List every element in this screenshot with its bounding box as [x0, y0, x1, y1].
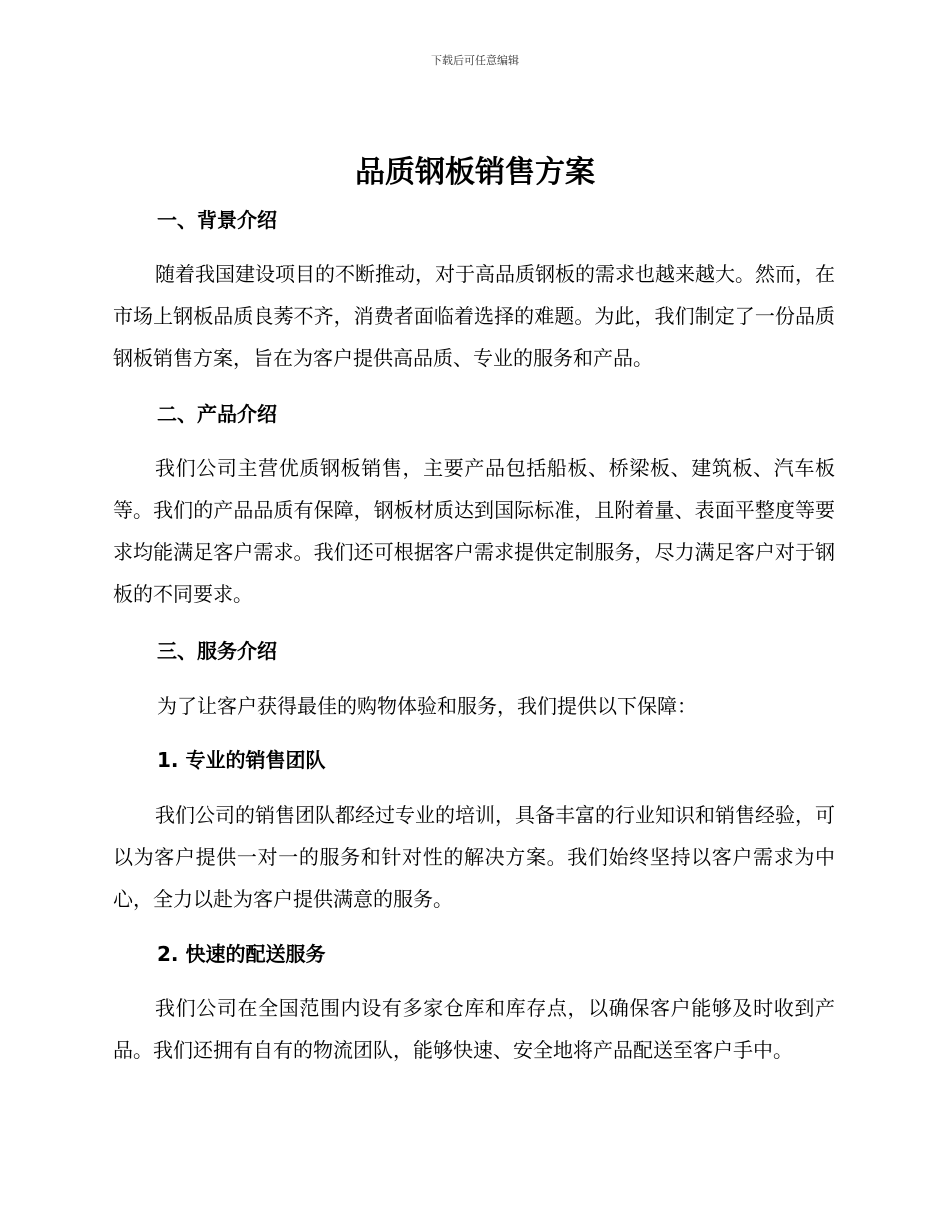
section-heading-products: 二、产品介绍 — [157, 402, 277, 426]
section-heading-background: 一、背景介绍 — [157, 208, 277, 232]
paragraph-delivery: 我们公司在全国范围内设有多家仓库和库存点，以确保客户能够及时收到产品。我们还拥有自有的物流团队，能够快速、安全地将产品配送至客户手中。 — [113, 996, 835, 1062]
subsection-heading-delivery: 2. 快速的配送服务 — [157, 942, 326, 966]
header-note: 下载后可任意编辑 — [431, 54, 519, 67]
paragraph-background: 随着我国建设项目的不断推动，对于高品质钢板的需求也越来越大。然而，在市场上钢板品质良莠不齐，消费者面临着选择的难题。为此，我们制定了一份品质钢板销售方案，旨在为客户提供高品质、专业的服务和产品。 — [113, 262, 835, 370]
page-title: 品质钢板销售方案 — [355, 155, 595, 190]
paragraph-sales-team: 我们公司的销售团队都经过专业的培训，具备丰富的行业知识和销售经验，可以为客户提供一对一的服务和针对性的解决方案。我们始终坚持以客户需求为中心，全力以赴为客户提供满意的服务。 — [113, 803, 835, 911]
paragraph-services-intro: 为了让客户获得最佳的购物体验和服务，我们提供以下保障： — [157, 694, 697, 718]
paragraph-products: 我们公司主营优质钢板销售，主要产品包括船板、桥梁板、建筑板、汽车板等。我们的产品品质有保障，钢板材质达到国际标准，且附着量、表面平整度等要求均能满足客户需求。我们还可根据客户需求提供定制服务，尽力满足客户对于钢板的不同要求。 — [113, 456, 835, 606]
subsection-heading-sales-team: 1. 专业的销售团队 — [157, 748, 326, 772]
section-heading-services: 三、服务介绍 — [157, 639, 277, 663]
